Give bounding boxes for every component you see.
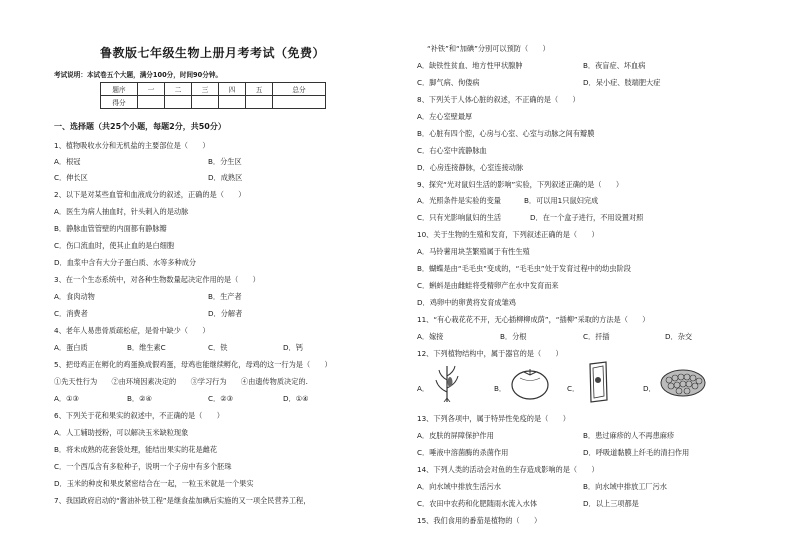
option[interactable]: A．光照条件是实验的变量 [417, 196, 501, 205]
score-cell: 三 [192, 83, 219, 96]
option[interactable]: A．皮肤的屏障保护作用 [417, 431, 494, 440]
question-6: 6、下列关于花和果实的叙述中，不正确的是（ ） [54, 411, 224, 420]
option[interactable]: A． [417, 384, 430, 393]
option[interactable]: B．②④ [127, 394, 153, 403]
option[interactable]: C．②③ [208, 394, 234, 403]
score-cell[interactable] [192, 96, 219, 109]
option[interactable]: C．铁 [208, 343, 228, 352]
question-8: 8、下列关于人体心脏的叙述，不正确的是（ ） [417, 95, 580, 104]
option[interactable]: C．扦插 [583, 332, 610, 341]
option[interactable]: B．可以用1只鼠妇完成 [524, 196, 599, 205]
option[interactable]: D．心房连接静脉，心室连接动脉 [417, 163, 524, 172]
option[interactable]: B．分根 [500, 332, 527, 341]
option[interactable]: C．脚气病、佝偻病 [417, 78, 480, 87]
question-11: 11、“有心栽花花不开，无心插柳柳成荫”，“插柳”采取的方法是（ ） [417, 315, 650, 324]
score-value-row [101, 96, 326, 109]
question-14: 14、下列人类的活动会对鱼的生存造成影响的是（ ） [417, 465, 599, 474]
question-7: 7、我国政府启动的“酱油补铁工程”是继食盐加碘后实施的又一项全民营养工程， [54, 496, 311, 505]
score-cell[interactable] [273, 96, 326, 109]
score-header-row [101, 83, 326, 96]
tomato-icon [510, 366, 550, 400]
option[interactable]: C．伸长区 [54, 173, 88, 182]
leaf-tissue-icon [659, 368, 707, 398]
option[interactable]: D．以上三项都是 [583, 499, 639, 508]
option[interactable]: A．食肉动物 [54, 292, 95, 301]
option[interactable]: D．呆小症、肢端肥大症 [583, 78, 661, 87]
option[interactable]: B．生产者 [208, 292, 242, 301]
option[interactable]: D． [643, 384, 656, 393]
option[interactable]: D．钙 [283, 343, 303, 352]
plant-cell-icon [586, 360, 610, 404]
score-cell: 总分 [273, 83, 326, 96]
score-cell: 得分 [101, 96, 138, 109]
option[interactable]: A．医生为病人抽血时，针头刺入的是动脉 [54, 207, 189, 216]
question-5-statements: ①先天性行为 ②由环境因素决定的 ③学习行为 ④由遗传物质决定的. [54, 377, 308, 386]
option[interactable]: A．嫁接 [417, 332, 444, 341]
score-cell[interactable] [138, 96, 165, 109]
option[interactable]: D．分解者 [208, 309, 243, 318]
score-cell: 一 [138, 83, 165, 96]
score-cell: 五 [246, 83, 273, 96]
option[interactable]: D．杂交 [665, 332, 693, 341]
option[interactable]: C．一个西瓜含有多粒种子，说明一个子房中有多个胚珠 [54, 462, 232, 471]
question-10: 10、关于生物的生殖和发育，下列叙述正确的是（ ） [417, 230, 599, 239]
option[interactable]: C．唾液中溶菌酶的杀菌作用 [417, 448, 509, 457]
score-cell: 题序 [101, 83, 138, 96]
option[interactable]: A．马铃薯用块茎繁殖属于有性生殖 [417, 247, 530, 256]
option[interactable]: B．心脏有四个腔，心房与心室、心室与动脉之间有瓣膜 [417, 129, 595, 138]
question-13: 13、下列各项中，属于特异性免疫的是（ ） [417, 414, 570, 423]
question-5: 5、把母鸡正在孵化的鸡蛋换成假鸡蛋，母鸡也能继续孵化，母鸡的这一行为是（ ） [54, 360, 332, 369]
option[interactable]: B．维生素C [127, 343, 166, 352]
option[interactable]: B．将未成熟的花套袋处理，能结出果实的花是雌花 [54, 445, 218, 454]
option[interactable]: C．农田中农药和化肥随雨水流入水体 [417, 499, 538, 508]
option[interactable]: B．静脉血管管壁的内面都有静脉瓣 [54, 224, 167, 233]
option[interactable]: B．分生区 [208, 157, 242, 166]
option[interactable]: C．消费者 [54, 309, 88, 318]
option[interactable]: A．①③ [54, 394, 79, 403]
option[interactable]: D．在一个盒子进行，不用设置对照 [530, 213, 644, 222]
option[interactable]: A．缺铁性贫血、地方性甲状腺肿 [417, 61, 523, 70]
score-cell: 二 [165, 83, 192, 96]
option[interactable]: B． [494, 384, 507, 393]
score-cell[interactable] [219, 96, 246, 109]
option[interactable]: D．成熟区 [208, 173, 243, 182]
option[interactable]: A．人工辅助授粉，可以解决玉米缺粒现象 [54, 428, 189, 437]
question-2: 2、以下是对某些血管和血液成分的叙述，正确的是（ ） [54, 190, 246, 199]
question-15: 15、我们食用的番茄是植物的（ ） [417, 516, 542, 525]
option[interactable]: C．只有光影响鼠妇的生活 [417, 213, 502, 222]
option[interactable]: B．患过麻疹的人不再患麻疹 [583, 431, 675, 440]
question-9: 9、探究“光对鼠妇生活的影响”实验，下列叙述正确的是（ ） [417, 180, 624, 189]
question-4: 4、老年人易患骨质疏松症，是骨中缺少（ ） [54, 326, 210, 335]
question-3: 3、在一个生态系统中，对各种生物数量起决定作用的是（ ） [54, 275, 260, 284]
option[interactable]: D．鸡卵中的卵黄将发育成雏鸡 [417, 298, 516, 307]
option[interactable]: C．右心室中流静脉血 [417, 146, 487, 155]
option[interactable]: A．根冠 [54, 157, 81, 166]
question-12: 12、下列植物结构中，属于器官的是（ ） [417, 349, 563, 358]
option[interactable]: C．伤口流血时，使其止血的是白细胞 [54, 241, 175, 250]
option[interactable]: B．夜盲症、坏血病 [583, 61, 646, 70]
option[interactable]: D．血浆中含有大分子蛋白质、水等多种成分 [54, 258, 197, 267]
score-table [100, 82, 326, 109]
score-cell: 四 [219, 83, 246, 96]
option[interactable]: A．向水域中排放生活污水 [417, 482, 501, 491]
option[interactable]: B．向水域中排放工厂污水 [583, 482, 667, 491]
score-cell[interactable] [165, 96, 192, 109]
exam-note: 考试说明：本试卷五个大题，满分100分，时间90分钟。 [54, 71, 223, 79]
exam-title: 鲁教版七年级生物上册月考考试（免费） [100, 46, 326, 60]
question-7-continued: “补铁”和“加碘”分别可以预防（ ） [427, 44, 550, 53]
corn-plant-icon [434, 362, 460, 402]
option[interactable]: A．左心室壁最厚 [417, 112, 473, 121]
option[interactable]: C． [567, 384, 580, 393]
option[interactable]: D．①④ [283, 394, 309, 403]
option[interactable]: D．玉米的种皮和果皮紧密结合在一起，一粒玉米就是一个果实 [54, 479, 254, 488]
option[interactable]: B．蝴蝶是由“毛毛虫”变成的，“毛毛虫”处于发育过程中的幼虫阶段 [417, 264, 631, 273]
score-cell[interactable] [246, 96, 273, 109]
option[interactable]: D．呼吸道黏膜上纤毛的清扫作用 [583, 448, 690, 457]
question-1: 1、植物吸收水分和无机盐的主要部位是（ ） [54, 141, 210, 150]
option[interactable]: C．蝌蚪是由雌蛙将受精卵产在水中发育而来 [417, 281, 559, 290]
section-heading: 一、选择题（共25个小题，每题2分，共50分） [54, 122, 226, 131]
option[interactable]: A．蛋白质 [54, 343, 88, 352]
